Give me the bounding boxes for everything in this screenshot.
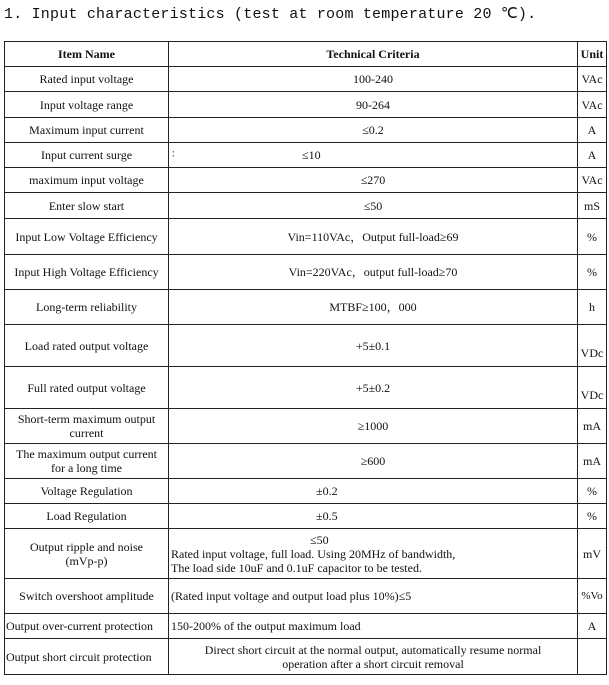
item-name bbox=[5, 409, 169, 444]
table-row bbox=[5, 444, 607, 479]
criteria: ≤0.2 bbox=[169, 118, 578, 143]
item-name bbox=[5, 529, 169, 579]
item-name: Load rated output voltage bbox=[5, 325, 169, 367]
unit: A bbox=[578, 614, 607, 639]
unit: VAc bbox=[578, 168, 607, 193]
criteria: ≤270 bbox=[169, 168, 578, 193]
criteria bbox=[169, 529, 578, 579]
header-technical-criteria: Technical Criteria bbox=[169, 42, 578, 67]
item-name: Full rated output voltage bbox=[5, 367, 169, 409]
item-name: Maximum input current bbox=[5, 118, 169, 143]
table-row bbox=[5, 143, 607, 168]
item-name: Long-term reliability bbox=[5, 290, 169, 325]
criteria: 100-240 bbox=[169, 67, 578, 92]
item-name: maximum input voltage bbox=[5, 168, 169, 193]
criteria bbox=[169, 504, 578, 529]
criteria: +5±0.2 bbox=[169, 367, 578, 409]
unit: mS bbox=[578, 193, 607, 219]
criteria-value: ±0.2 bbox=[316, 484, 338, 498]
item-name-line-2: (mVp-p) bbox=[65, 553, 108, 568]
table-row bbox=[5, 219, 607, 255]
criteria-value: ±0.5 bbox=[316, 509, 338, 523]
criteria: MTBF≥100，000 bbox=[169, 290, 578, 325]
unit: mA bbox=[578, 444, 607, 479]
input-characteristics-table bbox=[4, 41, 607, 675]
criteria-line-2: operation after a short circuit removal bbox=[282, 656, 464, 671]
unit: A bbox=[578, 118, 607, 143]
table-row bbox=[5, 409, 607, 444]
item-name: Input voltage range bbox=[5, 92, 169, 118]
table-row bbox=[5, 255, 607, 290]
unit: h bbox=[578, 290, 607, 325]
unit: mA bbox=[578, 409, 607, 444]
criteria-line-1: ≤50 bbox=[310, 533, 329, 547]
table-row bbox=[5, 193, 607, 219]
criteria-value: ≤10 bbox=[302, 148, 321, 162]
table-row bbox=[5, 579, 607, 614]
criteria: ≤50 bbox=[169, 193, 578, 219]
unit: % bbox=[578, 255, 607, 290]
criteria: +5±0.1 bbox=[169, 325, 578, 367]
criteria bbox=[169, 479, 578, 504]
table-row bbox=[5, 639, 607, 675]
criteria: 150-200% of the output maximum load bbox=[169, 614, 578, 639]
item-name: Enter slow start bbox=[5, 193, 169, 219]
criteria: Vin=220VAc，output full-load≥70 bbox=[169, 255, 578, 290]
item-name: Input Low Voltage Efficiency bbox=[5, 219, 169, 255]
item-name: Switch overshoot amplitude bbox=[5, 579, 169, 614]
item-name-line-2: current bbox=[69, 426, 104, 440]
table-row bbox=[5, 367, 607, 409]
table-row bbox=[5, 504, 607, 529]
criteria: ≥600 bbox=[169, 444, 578, 479]
criteria-line-1: Direct short circuit at the normal output, automatically resume normal bbox=[204, 642, 542, 657]
criteria bbox=[169, 143, 578, 168]
criteria-line-3: The load side 10uF and 0.1uF capacitor to be tested. bbox=[171, 561, 422, 575]
table-row bbox=[5, 529, 607, 579]
item-name-line-1: The maximum output current bbox=[16, 447, 157, 461]
criteria: (Rated input voltage and output load plus 10%)≤5 bbox=[169, 579, 578, 614]
criteria: ≥1000 bbox=[169, 409, 578, 444]
criteria: Vin=110VAc，Output full-load≥69 bbox=[169, 219, 578, 255]
item-name-line-1: Output ripple and noise bbox=[30, 539, 143, 554]
item-name: Output over-current protection bbox=[5, 614, 169, 639]
table-row bbox=[5, 325, 607, 367]
table-row bbox=[5, 67, 607, 92]
header-item-name: Item Name bbox=[5, 42, 169, 67]
criteria-prefix: ： bbox=[171, 149, 181, 160]
item-name: Load Regulation bbox=[5, 504, 169, 529]
table-row bbox=[5, 118, 607, 143]
table-row bbox=[5, 168, 607, 193]
unit: VDc bbox=[578, 367, 607, 409]
criteria-line-2: Rated input voltage, full load. Using 20MHz of bandwidth, bbox=[171, 547, 456, 561]
unit: A bbox=[578, 143, 607, 168]
item-name: Input High Voltage Efficiency bbox=[5, 255, 169, 290]
unit: mV bbox=[578, 529, 607, 579]
table-row bbox=[5, 92, 607, 118]
unit: VDc bbox=[578, 325, 607, 367]
unit: VAc bbox=[578, 67, 607, 92]
unit: % bbox=[578, 219, 607, 255]
item-name: Output short circuit protection bbox=[5, 639, 169, 675]
header-unit: Unit bbox=[578, 42, 607, 67]
unit: % bbox=[578, 479, 607, 504]
criteria bbox=[169, 639, 578, 675]
table-row bbox=[5, 479, 607, 504]
item-name: Input current surge bbox=[5, 143, 169, 168]
unit bbox=[578, 639, 607, 675]
table-header-row bbox=[5, 42, 607, 67]
unit: %Vo bbox=[578, 579, 607, 614]
item-name-line-1: Short-term maximum output bbox=[17, 412, 156, 426]
table-row bbox=[5, 614, 607, 639]
item-name: Rated input voltage bbox=[5, 67, 169, 92]
criteria: 90-264 bbox=[169, 92, 578, 118]
table-row bbox=[5, 290, 607, 325]
unit: VAc bbox=[578, 92, 607, 118]
item-name-line-2: for a long time bbox=[51, 461, 122, 475]
item-name bbox=[5, 444, 169, 479]
section-heading: 1. Input characteristics (test at room temperature 20 ℃). bbox=[4, 6, 537, 23]
item-name: Voltage Regulation bbox=[5, 479, 169, 504]
unit: % bbox=[578, 504, 607, 529]
